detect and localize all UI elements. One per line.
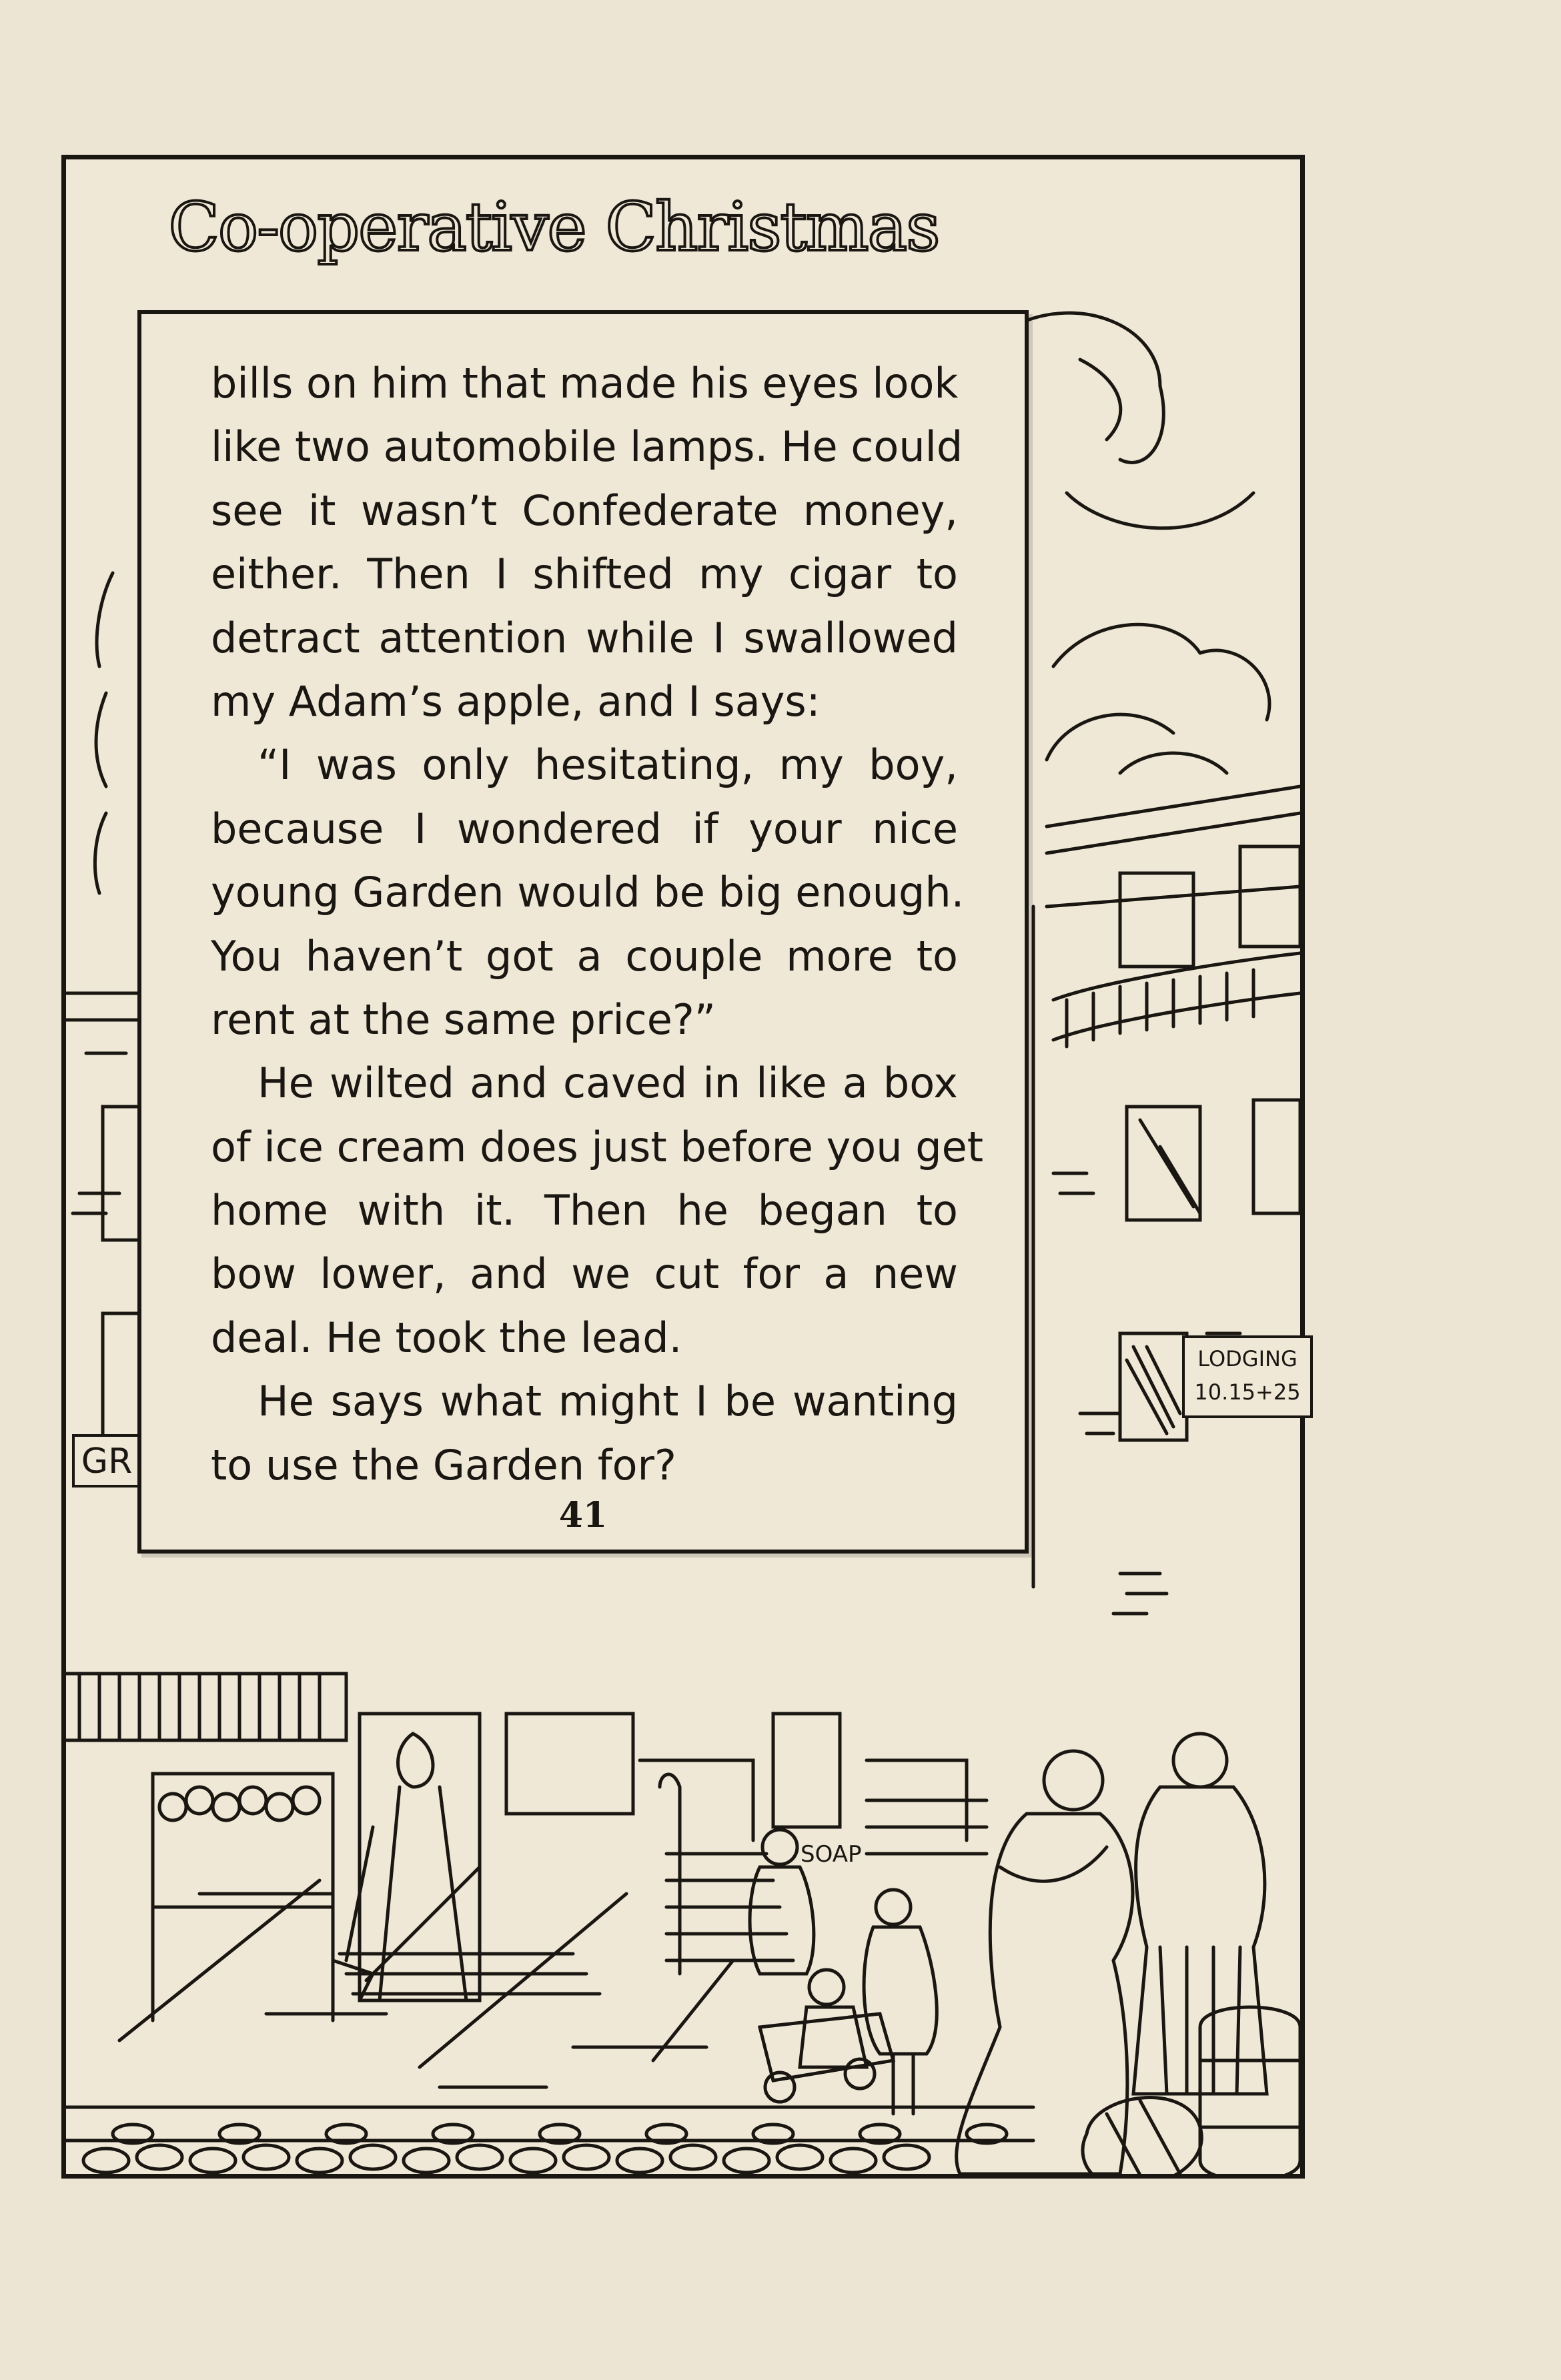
body-text bbox=[211, 352, 984, 1497]
text-line: bills on him that made his eyes look bbox=[211, 359, 959, 408]
lodging-sign-title: LODGING bbox=[1197, 1346, 1297, 1371]
cloud-stroke bbox=[96, 693, 106, 786]
text-line: my Adam’s apple, and I says: bbox=[211, 676, 821, 726]
text-line: either. Then I shifted my cigar to bbox=[211, 550, 958, 599]
text-line: detract attention while I swallowed bbox=[211, 613, 958, 662]
text-line: home with it. Then he began to bbox=[211, 1186, 958, 1235]
cloud-stroke bbox=[1080, 360, 1121, 440]
text-line: to use the Garden for? bbox=[211, 1440, 676, 1490]
text-line: young Garden would be big enough. bbox=[211, 868, 965, 917]
cloud-stroke bbox=[1120, 753, 1227, 773]
text-line: because I wondered if your nice bbox=[211, 804, 958, 853]
cloud-stroke bbox=[1047, 714, 1173, 760]
lodging-sign bbox=[1182, 1335, 1313, 1418]
text-line: bow lower, and we cut for a new bbox=[211, 1249, 958, 1299]
text-line: see it wasn’t Confederate money, bbox=[211, 486, 958, 535]
lodging-sign-price: 10.15+25 bbox=[1194, 1379, 1301, 1405]
cloud-stroke bbox=[1067, 493, 1253, 528]
text-line: of ice cream does just before you get bbox=[211, 1122, 984, 1171]
cloud-stroke bbox=[1053, 624, 1200, 666]
cloud-stroke bbox=[97, 573, 113, 666]
text-line: He says what might I be wanting bbox=[257, 1377, 958, 1426]
text-line: He wilted and caved in like a box bbox=[257, 1059, 958, 1108]
text-line: deal. He took the lead. bbox=[211, 1313, 682, 1362]
cloud-stroke bbox=[95, 813, 106, 893]
text-line: like two automobile lamps. He could bbox=[211, 422, 963, 472]
page-number: 41 bbox=[558, 1495, 608, 1536]
cobblestones bbox=[83, 2125, 1007, 2173]
text-line: You haven’t got a couple more to bbox=[211, 931, 958, 981]
text-panel bbox=[137, 310, 1029, 1554]
text-line: rent at the same price?” bbox=[211, 995, 716, 1044]
text-line: “I was only hesitating, my boy, bbox=[257, 740, 958, 790]
running-head: Co-operative Christmas bbox=[168, 187, 939, 266]
cloud-stroke bbox=[1200, 650, 1269, 720]
grocer-sign: GR bbox=[72, 1434, 141, 1488]
cloud-stroke bbox=[1013, 313, 1163, 462]
toy-cart-label: SOAP bbox=[801, 1841, 862, 1868]
